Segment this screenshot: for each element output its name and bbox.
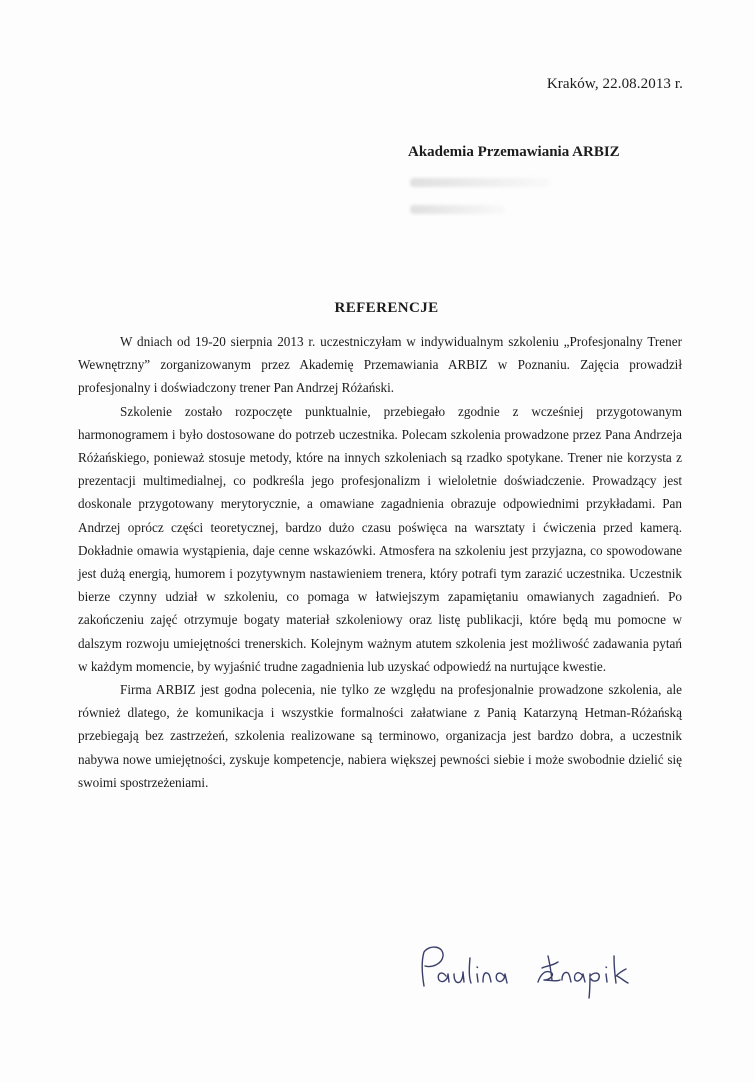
- date-place-line: Kraków, 22.08.2013 r.: [546, 76, 683, 92]
- recipient-name: Akademia Przemawiania ARBIZ: [408, 144, 620, 160]
- letter-body: [78, 330, 682, 794]
- redacted-address-line: [410, 205, 505, 214]
- handwritten-signature: [410, 936, 650, 1006]
- body-paragraph: W dniach od 19-20 sierpnia 2013 r. uczestniczyłam w indywidualnym szkoleniu „Profesjonalny Trener Wewnętrzny” zorganizowanym przez Akademię Przemawiania ARBIZ w Poznaniu. Zajęcia prowadził profesjonalny i doświadczony trener Pan Andrzej Różański.: [78, 334, 682, 396]
- body-paragraph: Szkolenie zostało rozpoczęte punktualnie, przebiegało zgodnie z wcześniej przygotowanym harmonogramem i było dostosowane do potrzeb uczestnika. Polecam szkolenia prowadzone przez Pana Andrzeja Różańskiego, ponieważ stosuje metody, które na innych szkoleniach są rzadko spotykane. Trener nie korzysta z prezentacji multimedialnej, co podkreśla jego profesjonalizm i wieloletnie doświadczenie. Prowadzący jest doskonale przygotowany merytorycznie, a omawiane zagadnienia obrazuje odpowiednimi przykładami. Pan Andrzej oprócz części teoretycznej, bardzo dużo czasu poświęca na warsztaty i ćwiczenia przed kamerą. Dokładnie omawia wystąpienia, daje cenne wskazówki. Atmosfera na szkoleniu jest przyjazna, co spowodowane jest dużą energią, humorem i pozytywnym nastawieniem trenera, który potrafi tym zarazić uczestnika. Uczestnik bierze czynny udział w szkoleniu, co pomaga w łatwiejszym zapamiętaniu omawianych zagadnień. Po zakończeniu zajęć otrzymuje bogaty materiał szkoleniowy oraz listę publikacji, które będą mu pomocne w dalszym rozwoju umiejętności trenerskich. Kolejnym ważnym atutem szkolenia jest możliwość zadawania pytań w każdym momencie, by wyjaśnić trudne zagadnienia lub uzyskać odpowiedź na nurtujące kwestie.: [78, 403, 682, 674]
- document-title: REFERENCJE: [334, 300, 439, 316]
- body-paragraph: Firma ARBIZ jest godna polecenia, nie tylko ze względu na profesjonalnie prowadzone szkolenia, ale również dlatego, że komunikacja i wszystkie formalności załatwiane z Panią Katarzyną Hetman-Różańską przebiegają bez zastrzeżeń, szkolenia realizowane są terminowo, organizacja jest bardzo dobra, a uczestnik nabywa nowe umiejętności, zyskuje kompetencje, nabiera większej pewności siebie i może swobodnie dzielić się swoimi spostrzeżeniami.: [78, 682, 682, 790]
- redacted-address-line: [410, 178, 550, 187]
